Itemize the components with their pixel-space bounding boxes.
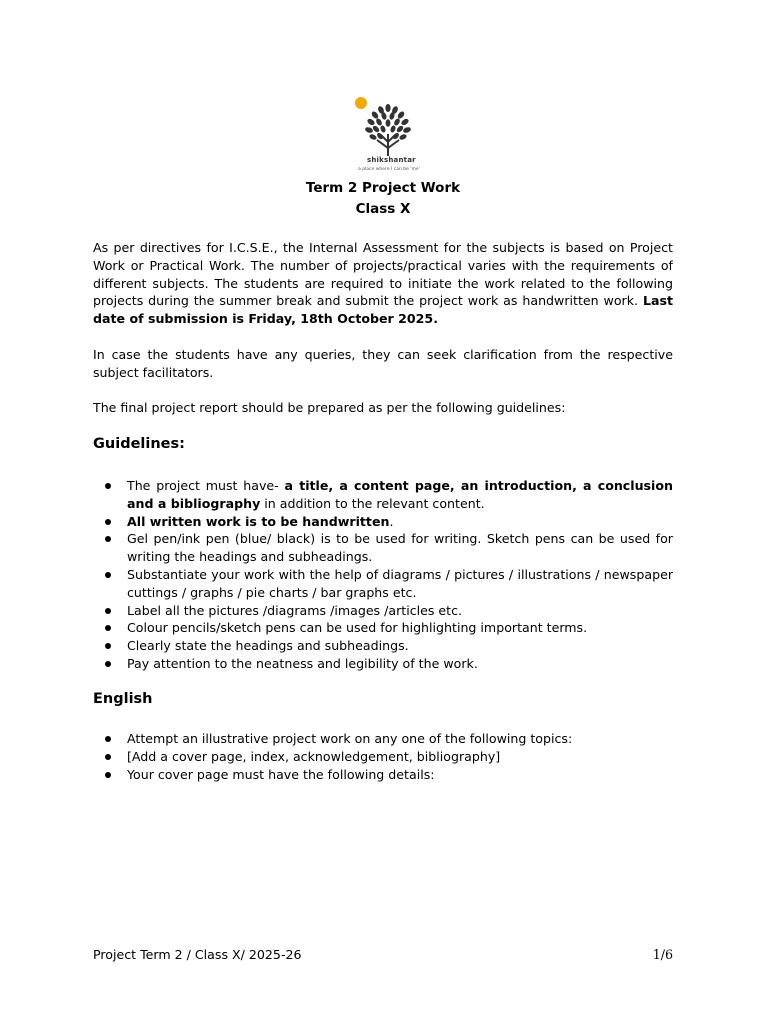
guidelines-intro-paragraph: The final project report should be prepared as per the following guidelines: [93,400,566,415]
logo-tagline: a place where I can be 'me' [358,167,420,172]
bullet-icon [105,608,111,614]
page-number: 1/6 [652,947,673,962]
guidelines-list [93,477,673,673]
logo-sun [355,97,367,109]
bullet-icon [105,754,111,760]
bullet-icon [105,736,111,742]
list-item: [Add a cover page, index, acknowledgement, bibliography] [93,748,673,766]
intro-paragraph [93,239,673,328]
bullet-icon [105,625,111,631]
footer-label: Project Term 2 / Class X/ 2025-26 [93,947,302,962]
list-item: Substantiate your work with the help of diagrams / pictures / illustrations / newspaper cuttings / graphs / pie charts / bar graphs etc. [93,566,673,602]
bullet-icon [105,772,111,778]
bullet-icon [105,483,111,489]
document-title: Term 2 Project Work [305,180,461,196]
list-item: Pay attention to the neatness and legibility of the work. [93,655,673,673]
list-item: Gel pen/ink pen (blue/ black) is to be used for writing. Sketch pens can be used for writing the headings and subheadings. [93,530,673,566]
logo-name: shikshantar [367,156,416,164]
list-item: Label all the pictures /diagrams /images /articles etc. [93,602,673,620]
bullet-icon [105,643,111,649]
list-item: Colour pencils/sketch pens can be used for highlighting important terms. [93,619,673,637]
list-item: The project must have- a title, a content page, an introduction, a conclusion and a bibliography in addition to the relevant content. [93,477,673,513]
submission-deadline: Last date of submission is Friday, 18th October 2025. [93,293,673,327]
intro-paragraph-text: As per directives for I.C.S.E., the Internal Assessment for the subjects is based on Project Work or Practical Work. The number of projects/practical varies with the requirements of different subjects. The students are required to initiate the work related to the following projects during the summer break and submit the project work as handwritten work. [93,240,673,309]
bullet-icon [105,572,111,578]
document-subtitle: Class X [355,201,411,217]
list-item: All written work is to be handwritten. [93,513,673,531]
document-page [93,0,673,1024]
list-item: Your cover page must have the following details: [93,766,673,784]
english-list [93,730,673,783]
guidelines-heading: Guidelines: [93,436,185,452]
english-heading: English [93,691,153,707]
list-item: Attempt an illustrative project work on any one of the following topics: [93,730,673,748]
list-item: Clearly state the headings and subheadings. [93,637,673,655]
queries-paragraph: In case the students have any queries, they can seek clarification from the respective subject facilitators. [93,347,673,380]
bullet-icon [105,519,111,525]
bullet-icon [105,536,111,542]
bullet-icon [105,661,111,667]
